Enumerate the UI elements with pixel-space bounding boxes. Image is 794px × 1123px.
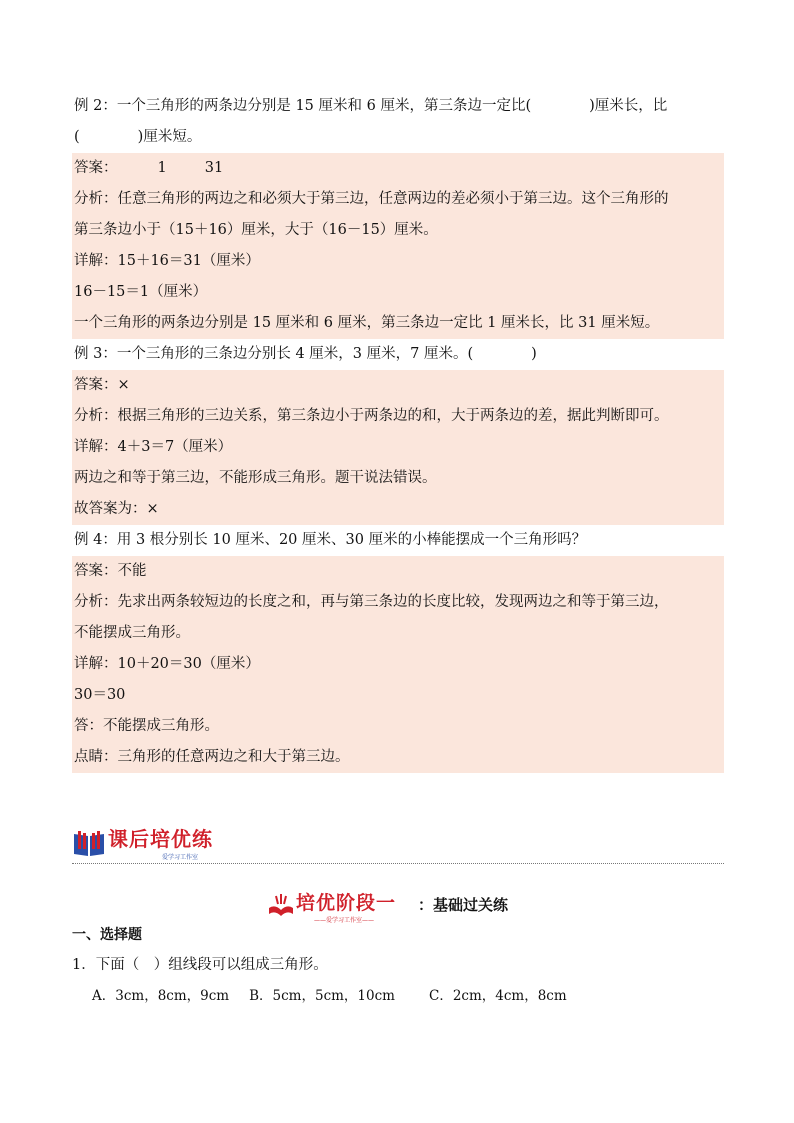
example3-final-answer: 故答案为：× <box>72 494 724 525</box>
open-book-icon <box>268 894 294 918</box>
example2-detail-line3: 一个三角形的两条边分别是 15 厘米和 6 厘米，第三条边一定比 1 厘米长，比 31 厘米短。 <box>72 308 724 339</box>
answer-value-1: 1 <box>157 160 167 176</box>
section-heading: 一、选择题 <box>72 927 142 943</box>
stage-title: 培优阶段一 <box>296 892 397 914</box>
example3-answer: 答案：× <box>72 370 724 401</box>
option-a[interactable]: A．3cm，8cm，9cm <box>92 988 230 1004</box>
example2-answer <box>72 153 724 184</box>
example4-detail-line1: 详解：10＋20＝30（厘米） <box>72 649 724 680</box>
book-icon <box>72 828 106 858</box>
option-c[interactable]: C．2cm，4cm，8cm <box>428 988 567 1004</box>
examples-block <box>72 91 724 773</box>
example3-detail-line1: 详解：4＋3＝7（厘米） <box>72 432 724 463</box>
stage-suffix: ：基础过关练 <box>418 896 509 914</box>
section-banner <box>72 826 724 866</box>
example2-analysis-line1: 分析：任意三角形的两边之和必须大于第三边，任意两边的差必须小于第三边。这个三角形的 <box>72 184 724 215</box>
example3-question: 例 3：一个三角形的三条边分别长 4 厘米，3 厘米，7 厘米。( ) <box>74 346 537 362</box>
banner-title: 课后培优练 <box>108 827 213 851</box>
example4-detail-line2: 30＝30 <box>72 680 724 711</box>
example4-answer: 答案：不能 <box>72 556 724 587</box>
example4-analysis-line2: 不能摆成三角形。 <box>72 618 724 649</box>
question-1: 1．下面（ ）组线段可以组成三角形。 <box>72 957 328 973</box>
example2-detail-line1: 详解：15＋16＝31（厘米） <box>72 246 724 277</box>
banner-subtitle: 爱学习工作室 <box>162 854 199 861</box>
example4-detail-line3: 答：不能摆成三角形。 <box>72 711 724 742</box>
example2-question-line1: 例 2：一个三角形的两条边分别是 15 厘米和 6 厘米，第三条边一定比( )厘米长，比 <box>74 98 668 114</box>
stage-subtitle: ——爱学习工作室—— <box>314 917 375 924</box>
example4-question: 例 4：用 3 根分别长 10 厘米、20 厘米、30 厘米的小棒能摆成一个三角形吗？ <box>74 532 587 548</box>
dotted-divider <box>72 863 724 864</box>
stage-heading <box>268 890 568 924</box>
question-1-options <box>92 983 567 1009</box>
example2-analysis-line2: 第三条边小于（15＋16）厘米，大于（16－15）厘米。 <box>72 215 724 246</box>
example4-analysis-line1: 分析：先求出两条较短边的长度之和，再与第三条边的长度比较，发现两边之和等于第三边， <box>72 587 724 618</box>
example3-detail-line2: 两边之和等于第三边，不能形成三角形。题干说法错误。 <box>72 463 724 494</box>
answer-label: 答案： <box>74 160 118 176</box>
example2-question-line2: ( )厘米短。 <box>74 129 202 145</box>
option-b[interactable]: B．5cm，5cm，10cm <box>249 988 395 1004</box>
example2-detail-line2: 16－15＝1（厘米） <box>72 277 724 308</box>
answer-value-2: 31 <box>204 160 224 176</box>
example3-analysis: 分析：根据三角形的三边关系，第三条边小于两条边的和，大于两条边的差，据此判断即可。 <box>72 401 724 432</box>
example4-tip: 点睛：三角形的任意两边之和大于第三边。 <box>72 742 724 773</box>
